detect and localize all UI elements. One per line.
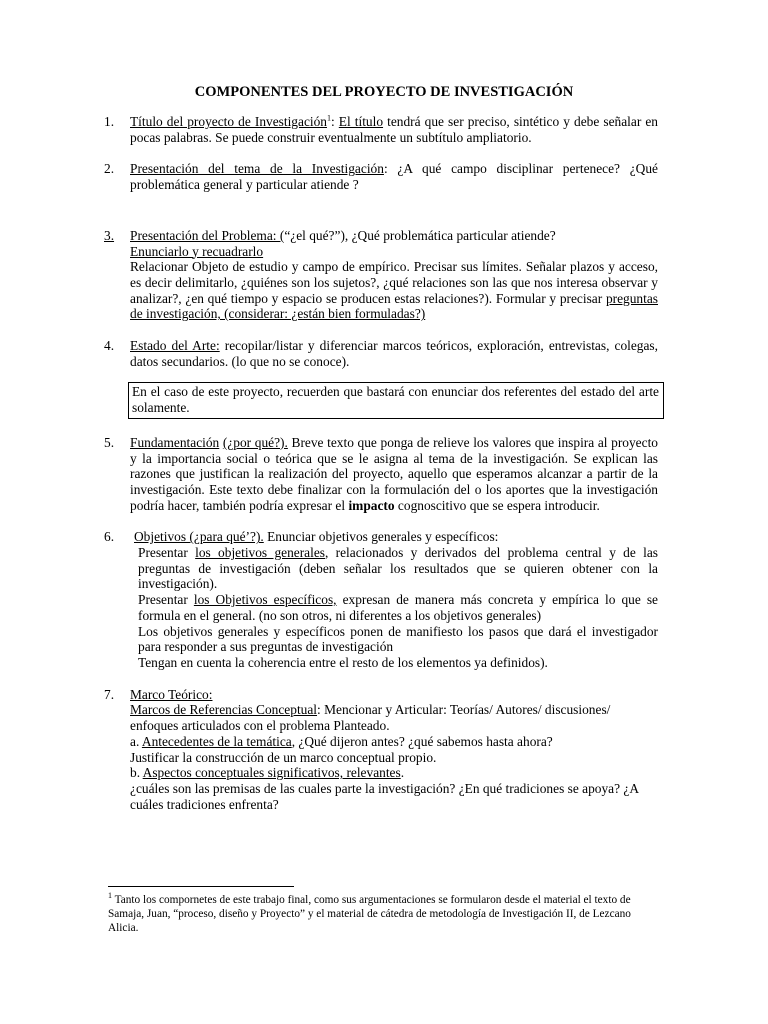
item-label: Título del proyecto de Investigación	[130, 114, 327, 129]
item-text: Breve texto que ponga de relieve los valores que inspira al proyecto y la importancia social o teórica que se le asigna al tema de la investigación. Se explican las razones que justifican la realización del proyecto, aquello que esperamos alcanzar a partir de la investigación. Este texto debe finalizar con la formulación del o los aportes que la investigación podría hacer, también podría expresar el	[130, 434, 658, 513]
objective-specific	[130, 592, 658, 623]
item-number: 2.	[104, 161, 115, 177]
item-label: Estado del Arte:	[130, 338, 220, 354]
text-underlined: los Objetivos específicos,	[193, 592, 337, 608]
footnote-ref: 1	[327, 113, 331, 123]
item-body-underlined: preguntas de investigación, (considerar: ¿están bien formuladas?)	[130, 290, 658, 322]
text: expresan de manera más concreta y empírica lo que se formula en el general. (no son otros, ni diferentes a los objetivos generales)	[138, 592, 658, 623]
text: .	[400, 765, 405, 781]
text: a.	[130, 733, 142, 749]
list-item-7	[104, 686, 658, 813]
text: Presentar	[138, 592, 194, 608]
text-underlined: Aspectos conceptuales significativos, relevantes	[142, 765, 401, 781]
list-item-3	[104, 227, 658, 322]
objective-note: Los objetivos generales y específicos ponen de manifiesto los pasos que dará el investigador para responder a sus preguntas de investigación	[138, 623, 658, 655]
text: b.	[130, 765, 143, 781]
item-text: “¿el qué?”), ¿Qué problemática particular atiende?	[284, 227, 556, 243]
item-body-text: Relacionar Objeto de estudio y campo de empírico. Precisar sus límites. Señalar plazos y acceso, es decir delimitarlo, ¿quiénes son los sujetos?, ¿qué relaciones son las que nos interesa observar y analizar?, ¿en qué tiempo y espacio se producen estas relaciones?). Formular y precisar	[130, 259, 658, 306]
text: , ¿Qué dijeron antes? ¿qué sabemos hasta ahora?	[291, 733, 553, 749]
item-label-2: El título	[338, 114, 384, 129]
premises-question: ¿cuáles son las premisas de las cuales parte la investigación? ¿En qué tradiciones se apoya? ¿A cuáles tradiciones enfrenta?	[130, 780, 639, 812]
item-text: tendrá que ser preciso, sintético y debe señalar en pocas palabras. Se puede construir eventualmente un subtítulo ampliatorio.	[130, 114, 658, 145]
item-bold: impacto	[348, 497, 395, 513]
item-line	[130, 338, 658, 369]
list-item-2	[104, 161, 658, 193]
text: Presentar	[138, 545, 196, 561]
text-underlined: Marcos de Referencias Conceptual	[130, 702, 318, 718]
item-number: 4.	[104, 338, 115, 354]
page-title: COMPONENTES DEL PROYECTO DE INVESTIGACIÓN	[194, 84, 574, 100]
item-label-2: (¿por qué?).	[222, 434, 288, 450]
text-underlined: los objetivos generales	[195, 545, 325, 561]
justify-line: Justificar la construcción de un marco conceptual propio.	[130, 749, 437, 765]
item-number: 6.	[104, 529, 115, 545]
item-text-2: cognoscitivo que se espera introducir.	[394, 497, 600, 513]
text: , relacionados y derivados del problema central y de las preguntas de investigación (deben señalar los resultados que se quieren obtener con la investigación).	[138, 545, 658, 592]
footnote-divider	[108, 886, 294, 887]
list-item-1	[104, 113, 658, 145]
item-subheading: Enunciarlo y recuadrarlo	[130, 243, 264, 259]
footnote-text: Tanto los compornetes de este trabajo final, como sus argumentaciones se formularon desde el material el texto de Samaja, Juan, “proceso, diseño y Proyecto” y el material de cátedra de metodología de Investigación II, de Lezcano Alicia.	[108, 894, 631, 934]
item-number: 7.	[104, 686, 115, 702]
item-label: Fundamentación	[130, 434, 220, 450]
list-item-6	[104, 529, 658, 670]
antecedents	[130, 734, 658, 750]
list-item-5	[104, 434, 658, 514]
text: : Mencionar y Articular: Teorías/ Autores/ discusiones/ enfoques articulados con el problema Planteado.	[130, 702, 611, 734]
objective-general	[130, 545, 658, 592]
reference-frames	[130, 702, 658, 733]
footnote	[108, 893, 660, 935]
item-number: 3.	[104, 227, 115, 243]
component-list	[104, 113, 659, 812]
item-body	[130, 259, 658, 322]
objective-coherence: Tengan en cuenta la coherencia entre el resto de los elementos ya definidos).	[138, 654, 548, 670]
note-box: En el caso de este proyecto, recuerden que bastará con enunciar dos referentes del estado del arte solamente.	[128, 382, 664, 418]
item-label: Presentación del Problema: (	[130, 227, 285, 243]
item-text: Enunciar objetivos generales y específicos:	[263, 529, 499, 545]
footnote-number: 1	[108, 891, 112, 901]
item-label: Objetivos (¿para qué’?).	[134, 529, 264, 545]
item-text: recopilar/listar y diferenciar marcos teóricos, exploración, entrevistas, colegas, datos secundarios. (lo que no se conoce).	[130, 338, 658, 369]
item-colon: :	[331, 114, 339, 129]
list-item-4	[104, 338, 659, 419]
item-number: 5.	[104, 434, 115, 450]
item-label: Presentación del tema de la Investigación	[130, 161, 384, 177]
item-text: : ¿A qué campo disciplinar pertenece? ¿Qué problemática general y particular atiende ?	[130, 161, 658, 193]
conceptual-aspects	[130, 765, 658, 781]
text-underlined: Antecedentes de la temática	[141, 733, 292, 749]
item-label: Marco Teórico:	[130, 686, 213, 702]
item-number: 1.	[104, 114, 115, 129]
